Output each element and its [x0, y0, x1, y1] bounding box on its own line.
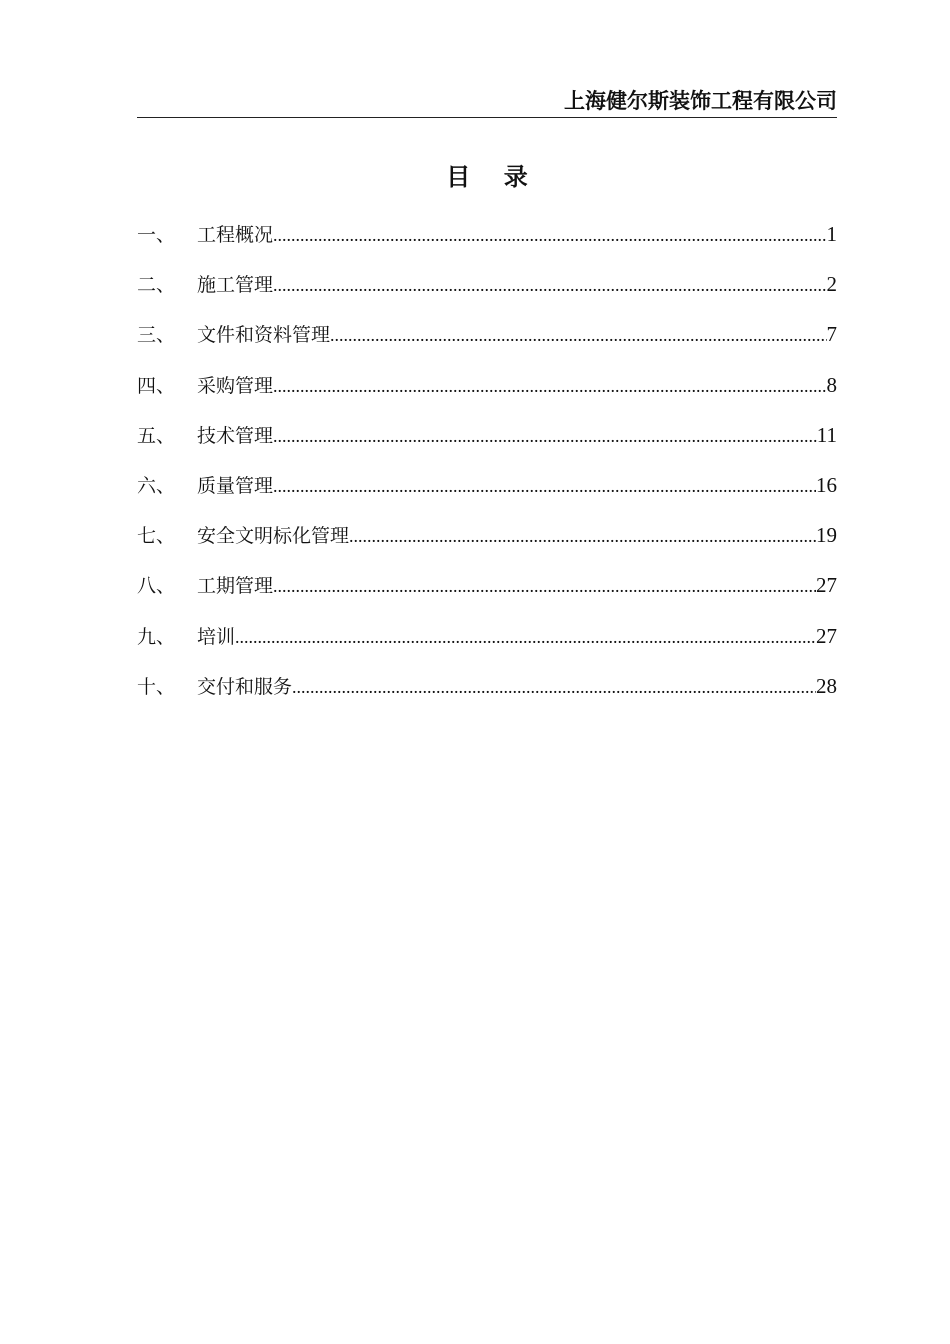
toc-dot-leader — [273, 370, 826, 402]
toc-entry-page: 1 — [826, 222, 837, 246]
toc-entry-title[interactable]: 施工管理 — [197, 274, 274, 297]
toc-entry[interactable] — [137, 620, 837, 670]
toc-dot-leader — [273, 269, 826, 301]
toc-entry[interactable] — [137, 318, 837, 368]
toc-entry-page: 27 — [816, 573, 837, 598]
toc-entry-page: 8 — [826, 372, 837, 397]
toc-entry-page: 11 — [816, 422, 837, 447]
toc-entry[interactable] — [137, 519, 837, 569]
toc-dot-leader — [273, 470, 816, 502]
toc-entry-title[interactable]: 交付和服务 — [197, 675, 293, 698]
toc-entry-page: 16 — [816, 472, 837, 497]
toc-entry[interactable] — [137, 268, 837, 318]
toc-dot-leader — [273, 219, 826, 251]
toc-dot-leader — [292, 671, 816, 703]
toc-entry-title[interactable]: 采购管理 — [197, 374, 274, 397]
toc-entry-number: 八、 — [137, 575, 176, 598]
toc-dot-leader — [349, 520, 816, 552]
toc-entry-number: 九、 — [137, 625, 176, 648]
toc-dot-leader — [273, 420, 817, 452]
toc-entry-page: 2 — [826, 272, 837, 297]
page-header — [137, 86, 837, 118]
toc-dot-leader — [330, 319, 826, 351]
toc-entry-number: 三、 — [137, 324, 176, 347]
toc-entry-page: 28 — [816, 673, 837, 698]
toc-entry[interactable] — [137, 569, 837, 619]
toc-entry-page: 27 — [816, 623, 837, 648]
toc-entry-number: 二、 — [137, 274, 176, 297]
toc-entry-title[interactable]: 培训 — [197, 625, 236, 648]
toc-entry-number: 五、 — [137, 424, 176, 447]
toc-entry-number: 四、 — [137, 374, 176, 397]
toc-entry-number: 一、 — [137, 224, 176, 246]
toc-entry-number: 七、 — [137, 525, 176, 548]
toc-dot-leader — [235, 621, 816, 653]
toc-entry-title[interactable]: 工程概况 — [197, 224, 274, 246]
table-of-contents — [137, 218, 837, 720]
toc-title: 目 录 — [446, 162, 528, 191]
toc-entry[interactable] — [137, 469, 837, 519]
toc-entry[interactable] — [137, 419, 837, 469]
toc-entry-title[interactable]: 质量管理 — [197, 474, 274, 497]
toc-entry[interactable] — [137, 218, 837, 268]
toc-dot-leader — [273, 570, 816, 602]
toc-entry-number: 十、 — [137, 675, 176, 698]
toc-entry-number: 六、 — [137, 474, 176, 497]
toc-entry[interactable] — [137, 670, 837, 720]
toc-entry-title[interactable]: 工期管理 — [197, 575, 274, 598]
toc-entry[interactable] — [137, 369, 837, 419]
toc-entry-title[interactable]: 安全文明标化管理 — [197, 525, 350, 548]
toc-entry-page: 7 — [826, 322, 837, 347]
header-company-name: 上海健尔斯装饰工程有限公司 — [564, 88, 837, 113]
toc-entry-title[interactable]: 文件和资料管理 — [197, 324, 331, 347]
toc-entry-title[interactable]: 技术管理 — [197, 424, 274, 447]
toc-entry-page: 19 — [816, 523, 837, 548]
